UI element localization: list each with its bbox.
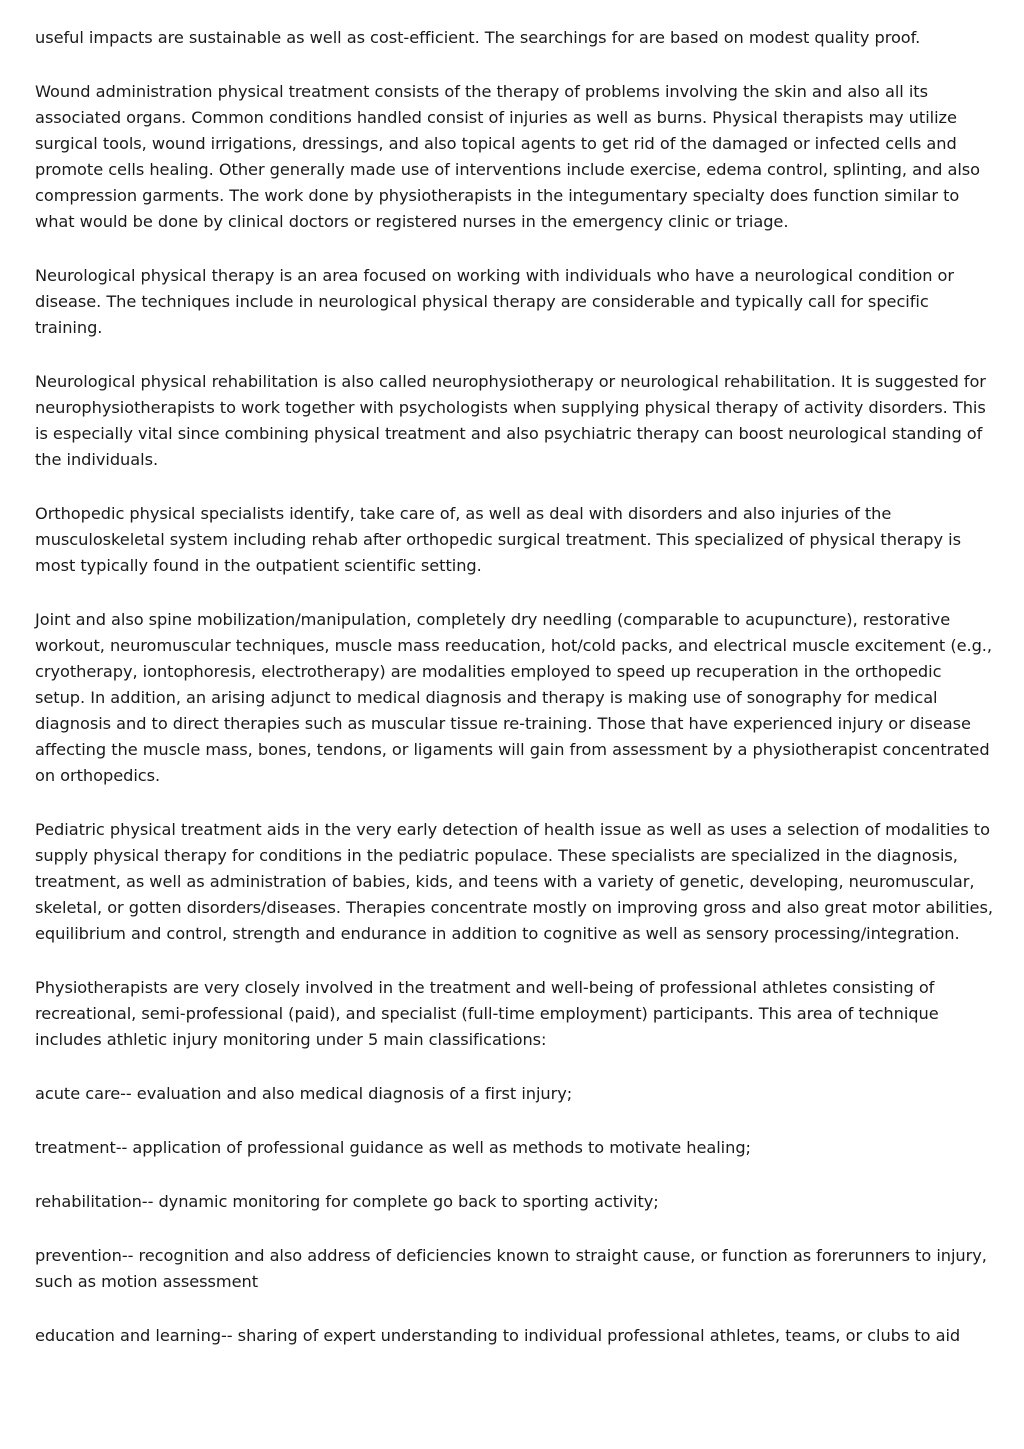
- paragraph-sports: Physiotherapists are very closely involved in the treatment and well-being of professional athletes consisting of recreational, semi-professional (paid), and specialist (full-time employment) participants. This area of technique includes athletic injury monitoring under 5 main classifications:: [35, 978, 939, 1049]
- paragraph-wound-management: Wound administration physical treatment consists of the therapy of problems involving the skin and also all its associated organs. Common conditions handled consist of injuries as well as burns. Physical therapists may utilize surgical tools, wound irrigations, dressings, and also topical agents to get rid of the damaged or infected cells and promote cells healing. Other generally made use of interventions include exercise, edema control, splinting, and also compression garments. The work done by physiotherapists in the integumentary specialty does function similar to what would be done by clinical doctors or registered nurses in the emergency clinic or triage.: [35, 82, 981, 231]
- list-item-rehabilitation: rehabilitation-- dynamic monitoring for complete go back to sporting activity;: [35, 1192, 659, 1211]
- paragraph-neurophysiotherapy: Neurological physical rehabilitation is also called neurophysiotherapy or neurological rehabilitation. It is suggested for neurophysiotherapists to work together with psychologists when supplying physical therapy of activity disorders. This is especially vital since combining physical treatment and also psychiatric therapy can boost neurological standing of the individuals.: [35, 372, 986, 469]
- list-item-prevention: prevention-- recognition and also address of deficiencies known to straight cause, or function as forerunners to injury, such as motion assessment: [35, 1246, 987, 1291]
- document-page: [35, 0, 995, 1377]
- paragraph-neurological-therapy: Neurological physical therapy is an area focused on working with individuals who have a neurological condition or disease. The techniques include in neurological physical therapy are considerable and typically call for specific training.: [35, 266, 955, 337]
- paragraph-intro: useful impacts are sustainable as well as cost-efficient. The searchings for are based on modest quality proof.: [35, 28, 921, 47]
- paragraph-orthopedic: Orthopedic physical specialists identify, take care of, as well as deal with disorders and also injuries of the musculoskeletal system including rehab after orthopedic surgical treatment. This specialized of physical therapy is most typically found in the outpatient scientific setting.: [35, 504, 961, 575]
- paragraph-pediatric: Pediatric physical treatment aids in the very early detection of health issue as well as uses a selection of modalities to supply physical therapy for conditions in the pediatric populace. These specialists are specialized in the diagnosis, treatment, as well as administration of babies, kids, and teens with a variety of genetic, developing, neuromuscular, skeletal, or gotten disorders/diseases. Therapies concentrate mostly on improving gross and also great motor abilities, equilibrium and control, strength and endurance in addition to cognitive as well as sensory processing/integration.: [35, 820, 993, 943]
- list-item-education: education and learning-- sharing of expert understanding to individual professional athletes, teams, or clubs to aid: [35, 1326, 961, 1345]
- list-item-treatment: treatment-- application of professional guidance as well as methods to motivate healing;: [35, 1138, 751, 1157]
- list-item-acute-care: acute care-- evaluation and also medical diagnosis of a first injury;: [35, 1084, 573, 1103]
- paragraph-orthopedic-modalities: Joint and also spine mobilization/manipulation, completely dry needling (comparable to acupuncture), restorative workout, neuromuscular techniques, muscle mass reeducation, hot/cold packs, and electrical muscle excitement (e.g., cryotherapy, iontophoresis, electrotherapy) are modalities employed to speed up recuperation in the orthopedic setup. In addition, an arising adjunct to medical diagnosis and therapy is making use of sonography for medical diagnosis and to direct therapies such as muscular tissue re-training. Those that have experienced injury or disease affecting the muscle mass, bones, tendons, or ligaments will gain from assessment by a physiotherapist concentrated on orthopedics.: [35, 610, 993, 785]
